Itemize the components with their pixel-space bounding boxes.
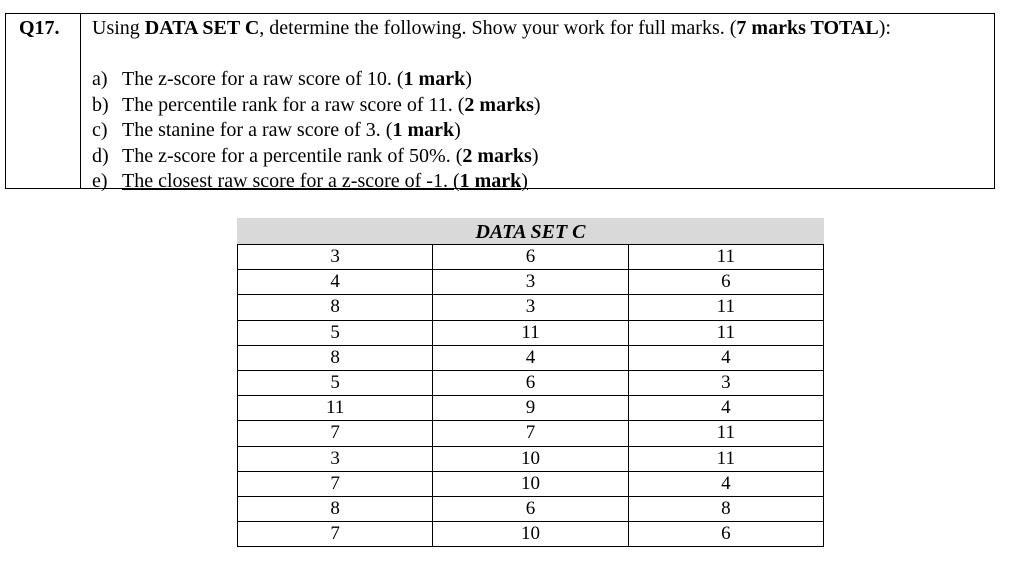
- table-row: [238, 421, 824, 446]
- table-cell: 10: [433, 471, 628, 496]
- part-letter: a): [92, 68, 108, 90]
- part-marks: 2 marks: [464, 93, 534, 116]
- table-row: [238, 396, 824, 421]
- table-cell: 7: [238, 421, 433, 446]
- part-close: ): [531, 144, 539, 167]
- table-cell: 6: [433, 496, 628, 521]
- table-cell: 7: [238, 522, 433, 547]
- table-row: [238, 320, 824, 345]
- part-text: The z-score for a percentile rank of 50%. (: [122, 144, 463, 167]
- table-row: [238, 295, 824, 320]
- data-set-title: DATA SET C: [237, 218, 824, 244]
- table-row: [238, 270, 824, 295]
- table-cell: 10: [433, 522, 628, 547]
- part-text: The z-score for a raw score of 10. (: [122, 68, 404, 90]
- table-cell: 6: [628, 522, 823, 547]
- table-cell: 4: [238, 270, 433, 295]
- part-letter: c): [92, 119, 108, 142]
- question-part-d: [92, 144, 541, 170]
- table-cell: 3: [433, 295, 628, 320]
- table-cell: 6: [433, 245, 628, 270]
- part-close: ): [533, 93, 541, 116]
- intro-marks: 7 marks TOTAL: [736, 17, 879, 39]
- question-body: [81, 14, 994, 193]
- table-cell: 7: [238, 471, 433, 496]
- part-letter: d): [92, 144, 109, 167]
- table-cell: 4: [628, 396, 823, 421]
- table-cell: 9: [433, 396, 628, 421]
- part-marks: 2 marks: [462, 144, 532, 167]
- table-cell: 11: [628, 245, 823, 270]
- part-marks: 1 mark: [392, 119, 455, 142]
- table-cell: 3: [238, 446, 433, 471]
- table-cell: 5: [238, 370, 433, 395]
- part-marks: 1 mark: [459, 170, 522, 193]
- table-cell: 4: [628, 471, 823, 496]
- question-part-e: [92, 169, 541, 195]
- part-text: The closest raw score for a z-score of -1. (: [122, 170, 460, 193]
- table-cell: 11: [628, 446, 823, 471]
- table-cell: 5: [238, 320, 433, 345]
- table-row: [238, 522, 824, 547]
- part-close: ): [454, 119, 461, 142]
- table-cell: 11: [628, 320, 823, 345]
- intro-dataset: DATA SET C: [144, 17, 260, 39]
- table-row: [238, 245, 824, 270]
- question-part-b: [92, 93, 541, 119]
- table-cell: 8: [238, 496, 433, 521]
- table-cell: 11: [628, 421, 823, 446]
- table-cell: 6: [628, 270, 823, 295]
- table-cell: 8: [628, 496, 823, 521]
- part-letter: b): [92, 93, 109, 116]
- intro-text-1: Using: [92, 17, 145, 39]
- table-row: [238, 496, 824, 521]
- table-row: [238, 471, 824, 496]
- part-text: The percentile rank for a raw score of 11. (: [122, 93, 465, 116]
- intro-text-3: ):: [878, 17, 891, 39]
- table-cell: 11: [433, 320, 628, 345]
- part-text: The stanine for a raw score of 3. (: [122, 119, 393, 142]
- question-box: [5, 13, 995, 193]
- table-cell: 11: [628, 295, 823, 320]
- table-cell: 8: [238, 295, 433, 320]
- question-number: Q17.: [6, 14, 81, 188]
- part-marks: 1 mark: [403, 68, 466, 90]
- table-row: [238, 370, 824, 395]
- table-cell: 11: [238, 396, 433, 421]
- table-cell: 4: [433, 345, 628, 370]
- table-cell: 3: [628, 370, 823, 395]
- question-parts: [92, 67, 541, 195]
- table-row: [238, 345, 824, 370]
- intro-text-2: , determine the following. Show your work for full marks. (: [259, 17, 737, 39]
- table-cell: 4: [628, 345, 823, 370]
- table-cell: 10: [433, 446, 628, 471]
- table-cell: 3: [433, 270, 628, 295]
- table-cell: 7: [433, 421, 628, 446]
- question-intro: [92, 17, 891, 40]
- table-cell: 8: [238, 345, 433, 370]
- question-part-a: [92, 67, 541, 93]
- part-close: ): [465, 68, 472, 90]
- part-close: ): [521, 170, 528, 193]
- part-letter: e): [92, 170, 108, 193]
- table-cell: 6: [433, 370, 628, 395]
- table-row: [238, 446, 824, 471]
- question-part-c: [92, 118, 541, 144]
- table-cell: 3: [238, 245, 433, 270]
- data-set-table: [237, 244, 824, 547]
